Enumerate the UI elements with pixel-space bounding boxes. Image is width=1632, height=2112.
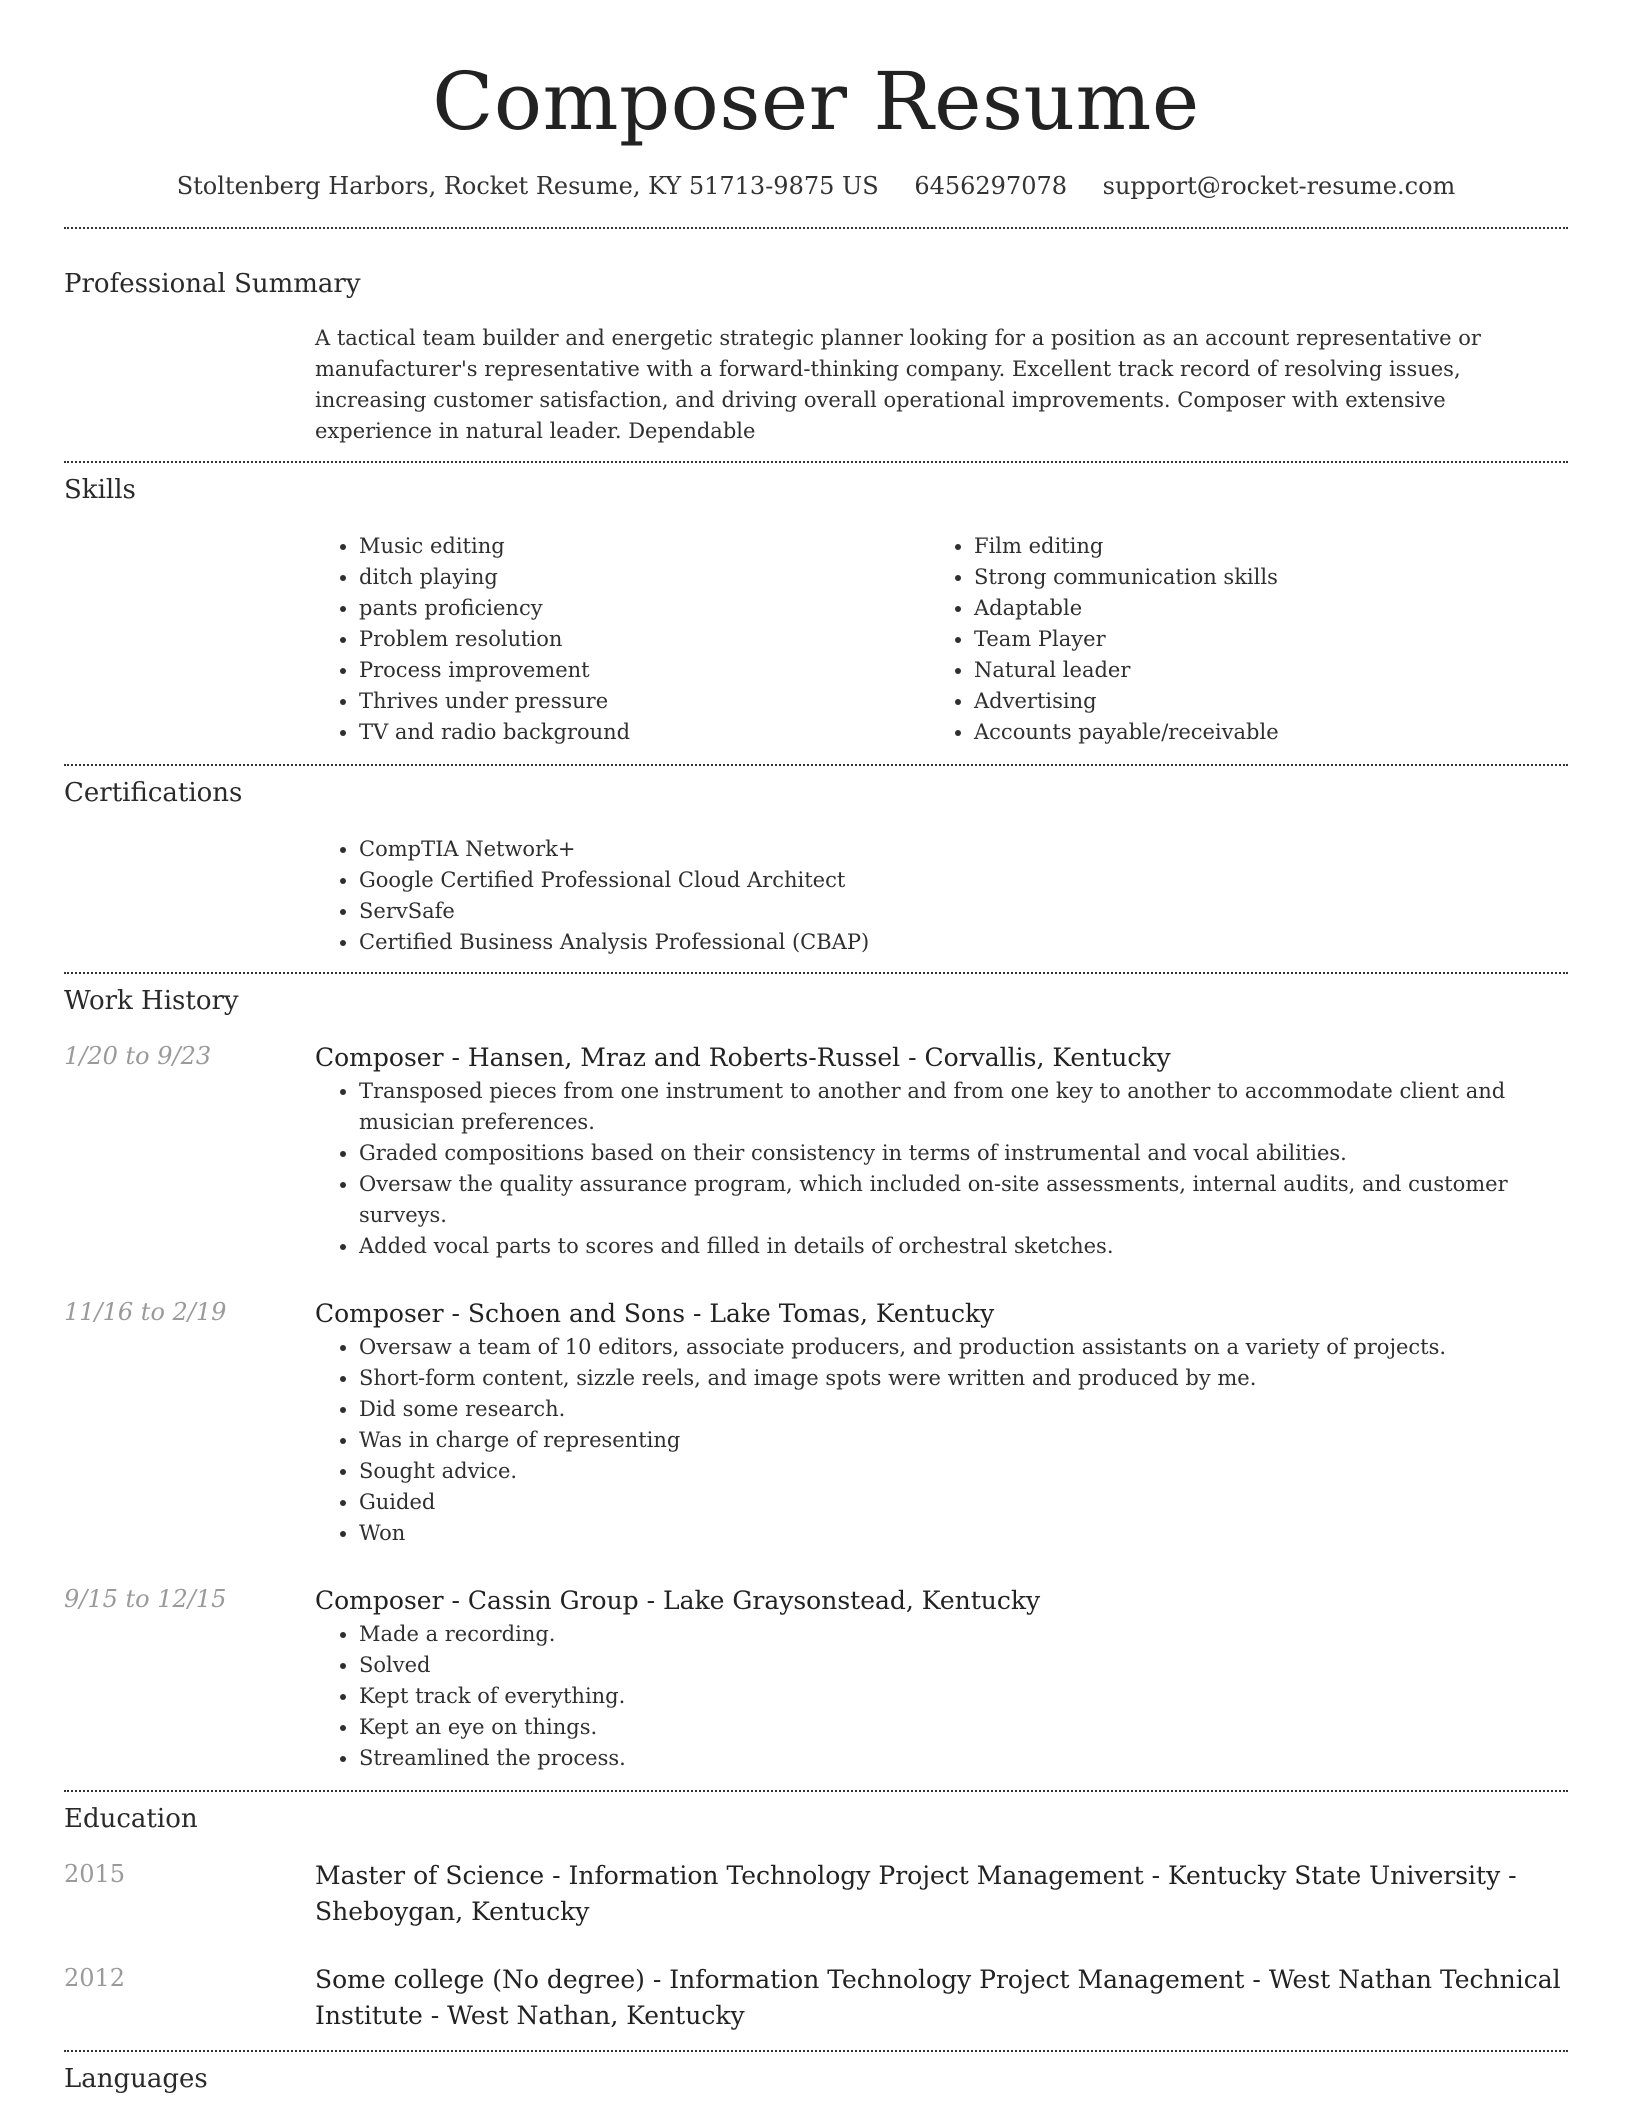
skills-list-left [315, 531, 930, 748]
job-bullet: • Kept an eye on things. [359, 1712, 1568, 1743]
job-bullets [315, 1619, 1568, 1774]
skill-item: • Strong communication skills [974, 562, 1568, 593]
job-body [315, 1296, 1568, 1549]
contact-phone: 6456297078 [914, 172, 1068, 200]
skill-item: • Film editing [974, 531, 1568, 562]
job-bullet: • Was in charge of representing [359, 1425, 1568, 1456]
job-bullet: • Guided [359, 1487, 1568, 1518]
job-entry [64, 1040, 1568, 1262]
job-bullet: • Made a recording. [359, 1619, 1568, 1650]
skill-item: • Problem resolution [359, 624, 930, 655]
certification-item: • ServSafe [359, 896, 1568, 927]
job-bullets [315, 1332, 1568, 1549]
certification-item: • CompTIA Network+ [359, 834, 1568, 865]
job-body [315, 1583, 1568, 1774]
languages-section [64, 2052, 1568, 2094]
job-title: Composer - Schoen and Sons - Lake Tomas, Kentucky [315, 1299, 995, 1328]
job-bullet: • Sought advice. [359, 1456, 1568, 1487]
job-bullet: • Oversaw a team of 10 editors, associate producers, and production assistants on a variety of projects. [359, 1332, 1568, 1363]
job-bullet: • Streamlined the process. [359, 1743, 1568, 1774]
skill-item: • Thrives under pressure [359, 686, 930, 717]
resume-header [64, 0, 1568, 200]
skill-item: • pants proficiency [359, 593, 930, 624]
summary-text: A tactical team builder and energetic strategic planner looking for a position as an account representative or manufacturer's representative with a forward-thinking company. Excellent track record of resolving issues, increasing customer satisfaction, and driving overall operational improvements. Composer with extensive experience in natural leader. Dependable [315, 326, 1481, 443]
job-bullet: • Transposed pieces from one instrument to another and from one key to another to accommodate client and musician preferences. [359, 1076, 1568, 1138]
job-entry [64, 1296, 1568, 1549]
education-details [315, 1858, 1568, 1930]
certification-item: • Certified Business Analysis Professional (CBAP) [359, 927, 1568, 958]
education-degree: Master of Science - Information Technology Project Management [315, 1861, 1144, 1890]
contact-email: support@rocket-resume.com [1102, 172, 1456, 200]
skill-item: • Process improvement [359, 655, 930, 686]
education-entry [64, 1858, 1568, 1930]
job-bullet: • Solved [359, 1650, 1568, 1681]
resume-title: Composer Resume [432, 55, 1200, 148]
education-details [315, 1962, 1568, 2034]
job-bullet: • Kept track of everything. [359, 1681, 1568, 1712]
job-bullet: • Did some research. [359, 1394, 1568, 1425]
education-school: - West Nathan Technical Institute - West Nathan, Kentucky [315, 1965, 1561, 2030]
work-history-heading: Work History [64, 986, 239, 1016]
job-bullet: • Short-form content, sizzle reels, and image spots were written and produced by me. [359, 1363, 1568, 1394]
certifications-heading: Certifications [64, 778, 243, 808]
job-title: Composer - Cassin Group - Lake Graysonstead, Kentucky [315, 1586, 1041, 1615]
job-bullet: • Oversaw the quality assurance program, which included on-site assessments, internal audits, and customer surveys. [359, 1169, 1568, 1231]
job-title: Composer - Hansen, Mraz and Roberts-Russel - Corvallis, Kentucky [315, 1043, 1171, 1072]
job-dates: 9/15 to 12/15 [64, 1585, 227, 1613]
job-bullet: • Won [359, 1518, 1568, 1549]
job-entry [64, 1583, 1568, 1774]
certifications-list [315, 834, 1568, 958]
contact-address: Stoltenberg Harbors, Rocket Resume, KY 51713-9875 US [176, 172, 879, 200]
skill-item: • Music editing [359, 531, 930, 562]
skill-item: • TV and radio background [359, 717, 930, 748]
education-year: 2012 [64, 1964, 126, 1992]
job-bullet: • Added vocal parts to scores and filled in details of orchestral sketches. [359, 1231, 1568, 1262]
job-body [315, 1040, 1568, 1262]
education-degree: Some college (No degree) - Information Technology Project Management [315, 1965, 1245, 1994]
certifications-body [315, 834, 1568, 958]
contact-line [64, 172, 1568, 200]
skills-grid [315, 531, 1568, 748]
certifications-section [64, 766, 1568, 958]
education-heading: Education [64, 1804, 198, 1834]
certification-item: • Google Certified Professional Cloud Architect [359, 865, 1568, 896]
work-history-section [64, 974, 1568, 1774]
job-dates: 11/16 to 2/19 [64, 1298, 227, 1326]
skill-item: • Accounts payable/receivable [974, 717, 1568, 748]
languages-heading: Languages [64, 2064, 208, 2094]
skill-item: • Adaptable [974, 593, 1568, 624]
skill-item: • ditch playing [359, 562, 930, 593]
education-entry [64, 1962, 1568, 2034]
skills-section [64, 463, 1568, 748]
education-section [64, 1792, 1568, 2034]
education-year: 2015 [64, 1860, 126, 1888]
skill-item: • Team Player [974, 624, 1568, 655]
skill-item: • Advertising [974, 686, 1568, 717]
job-bullets [315, 1076, 1568, 1262]
job-bullet: • Graded compositions based on their consistency in terms of instrumental and vocal abilities. [359, 1138, 1568, 1169]
summary-heading: Professional Summary [64, 269, 361, 299]
skills-list-right [930, 531, 1568, 748]
job-dates: 1/20 to 9/23 [64, 1042, 212, 1070]
education-school: - Kentucky State University - Sheboygan, Kentucky [315, 1861, 1517, 1926]
skill-item: • Natural leader [974, 655, 1568, 686]
summary-section [64, 229, 1568, 447]
skills-heading: Skills [64, 475, 136, 505]
